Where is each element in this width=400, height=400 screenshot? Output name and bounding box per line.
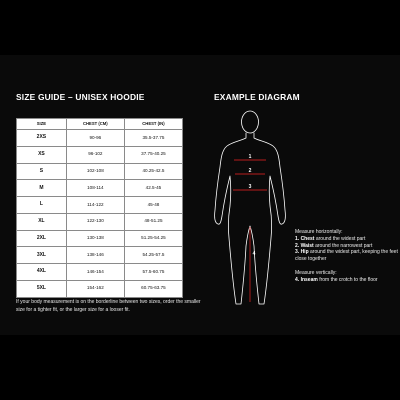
chest-cm-cell: 102-108: [66, 163, 124, 180]
chest-in-cell: 48-51.25: [124, 213, 182, 230]
chest-in-cell: 45-48: [124, 197, 182, 214]
size-cell: 3XL: [17, 247, 67, 264]
instruction-chest-text: around the widest part: [315, 235, 366, 242]
fit-note: If your body measurement is on the borderline between two sizes, order the smaller size for a tighter fit, or the larger size for a looser fit.: [16, 299, 201, 314]
chest-in-cell: 60.75-63.75: [124, 280, 182, 297]
chest-cm-cell: 154-162: [66, 280, 124, 297]
size-cell: XS: [17, 146, 67, 163]
instruction-inseam-num: 4.: [295, 276, 300, 283]
chest-cm-cell: 90-96: [66, 130, 124, 147]
chest-in-cell: 42.5-45: [124, 180, 182, 197]
chest-in-cell: 51.25-54.25: [124, 230, 182, 247]
size-cell: 2XL: [17, 230, 67, 247]
instruction-hip-num: 3.: [295, 249, 300, 256]
column-header-chest-in: CHEST (IN): [124, 119, 182, 130]
instruction-waist-num: 2.: [295, 242, 300, 249]
marker-3: 3: [248, 184, 252, 190]
size-cell: L: [17, 197, 67, 214]
measure-horizontally-label: Measure horizontally:: [295, 229, 343, 235]
chest-in-cell: 57.5-60.75: [124, 264, 182, 281]
instruction-inseam-label: Inseam: [300, 276, 318, 283]
instruction-hip: [295, 249, 400, 263]
chest-cm-cell: 146-154: [66, 264, 124, 281]
column-header-chest-cm: CHEST (CM): [66, 119, 124, 130]
head-outline: [242, 111, 259, 133]
instruction-inseam: [295, 277, 400, 284]
marker-2: 2: [248, 168, 252, 174]
chest-cm-cell: 122-130: [66, 213, 124, 230]
chest-cm-cell: 138-146: [66, 247, 124, 264]
chest-cm-cell: 130-138: [66, 230, 124, 247]
size-cell: M: [17, 180, 67, 197]
chest-cm-cell: 108-114: [66, 180, 124, 197]
instruction-chest: [295, 236, 400, 243]
instruction-hip-label: Hip: [300, 249, 309, 256]
size-cell: XL: [17, 213, 67, 230]
size-cell: S: [17, 163, 67, 180]
chest-in-cell: 40.25-42.5: [124, 163, 182, 180]
instruction-waist-text: around the narrowest part: [315, 242, 373, 249]
measurement-lines: [233, 160, 267, 302]
size-guide-title: SIZE GUIDE – UNISEX HOODIE: [16, 92, 145, 102]
instruction-chest-label: Chest: [300, 235, 315, 242]
measuring-instructions: [295, 229, 400, 283]
instruction-waist-label: Waist: [300, 242, 314, 249]
chest-in-cell: 35.5-37.75: [124, 130, 182, 147]
example-diagram-title: EXAMPLE DIAGRAM: [214, 92, 300, 102]
chest-cm-cell: 114-122: [66, 197, 124, 214]
marker-1: 1: [248, 154, 252, 160]
size-cell: 2XS: [17, 130, 67, 147]
instruction-spacer: [295, 263, 400, 270]
chest-cm-cell: 96-102: [66, 146, 124, 163]
instruction-hip-text: around the widest part, keeping the feet close together: [295, 249, 398, 263]
column-header-size: SIZE: [17, 119, 67, 130]
size-cell: 4XL: [17, 264, 67, 281]
marker-4: 4: [252, 251, 256, 257]
size-cell: 5XL: [17, 280, 67, 297]
chest-in-cell: 37.75-40.25: [124, 146, 182, 163]
chest-in-cell: 54.25-57.5: [124, 247, 182, 264]
measure-vertically-label: Measure vertically:: [295, 269, 337, 276]
instruction-inseam-text: from the crotch to the floor: [319, 276, 378, 283]
instruction-waist: [295, 243, 400, 250]
instruction-chest-num: 1.: [295, 235, 300, 242]
